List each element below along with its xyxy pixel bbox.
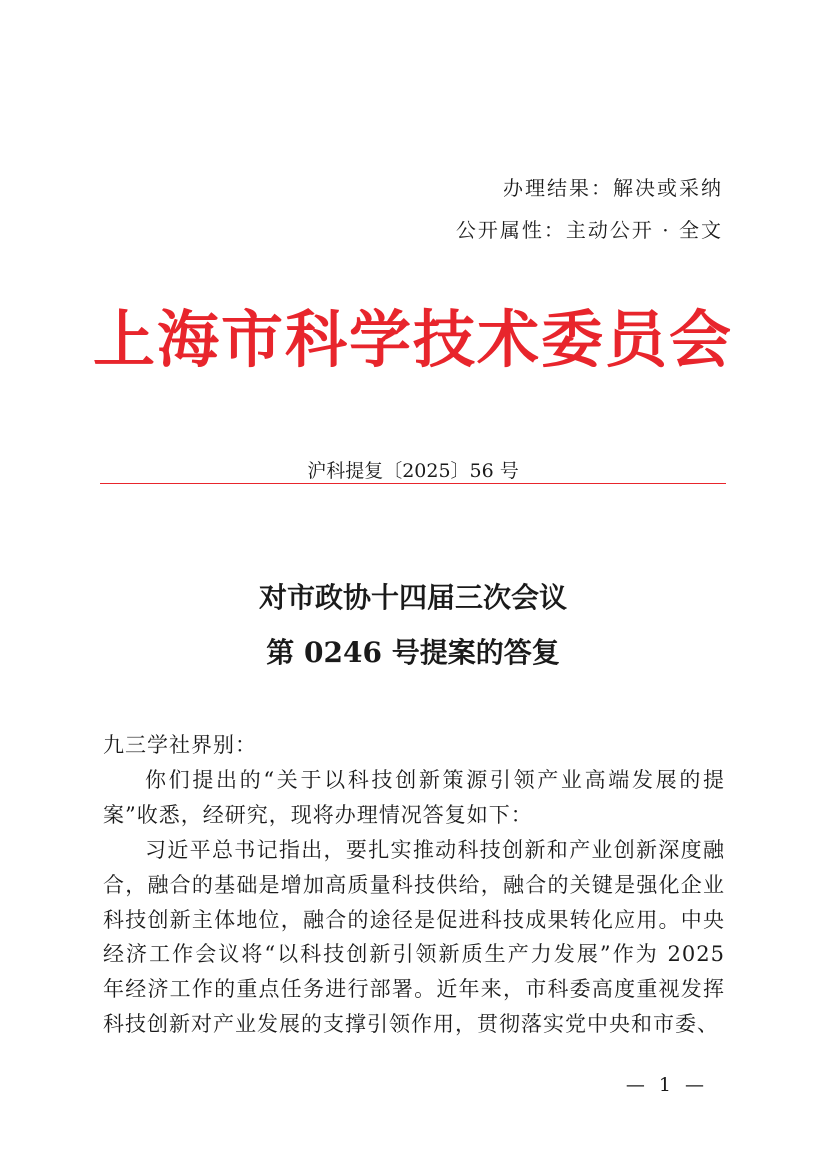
reply-title-line-2: 第 0246 号提案的答复 bbox=[266, 636, 560, 669]
body-paragraph-1: 你们提出的“关于以科技创新策源引领产业高端发展的提案”收悉，经研究，现将办理情况答复如下： bbox=[103, 768, 725, 827]
document-number: 沪科提复〔2025〕56 号 bbox=[307, 460, 519, 482]
red-divider-line bbox=[100, 483, 726, 484]
issuing-organization-title: 上海市科学技术委员会 bbox=[92, 303, 733, 376]
page-number: — 1 — bbox=[625, 1074, 708, 1096]
reply-title-line-1: 对市政协十四届三次会议 bbox=[258, 581, 567, 614]
handling-result: 办理结果：解决或采纳 bbox=[503, 176, 723, 200]
disclosure-attribute: 公开属性：主动公开 · 全文 bbox=[455, 218, 723, 242]
salutation: 九三学社界别： bbox=[103, 733, 257, 757]
body-paragraph-2: 习近平总书记指出，要扎实推动科技创新和产业创新深度融合，融合的基础是增加高质量科技供给，融合的关键是强化企业科技创新主体地位，融合的途径是促进科技成果转化应用。中央经济工作会议将“以科技创新引领新质生产力发展”作为 2025 年经济工作的重点任务进行部署。近年来，市科委高度重视发挥科技创新对产业发展的支撑引领作用，贯彻落实党中央和市委、 bbox=[103, 838, 725, 1036]
